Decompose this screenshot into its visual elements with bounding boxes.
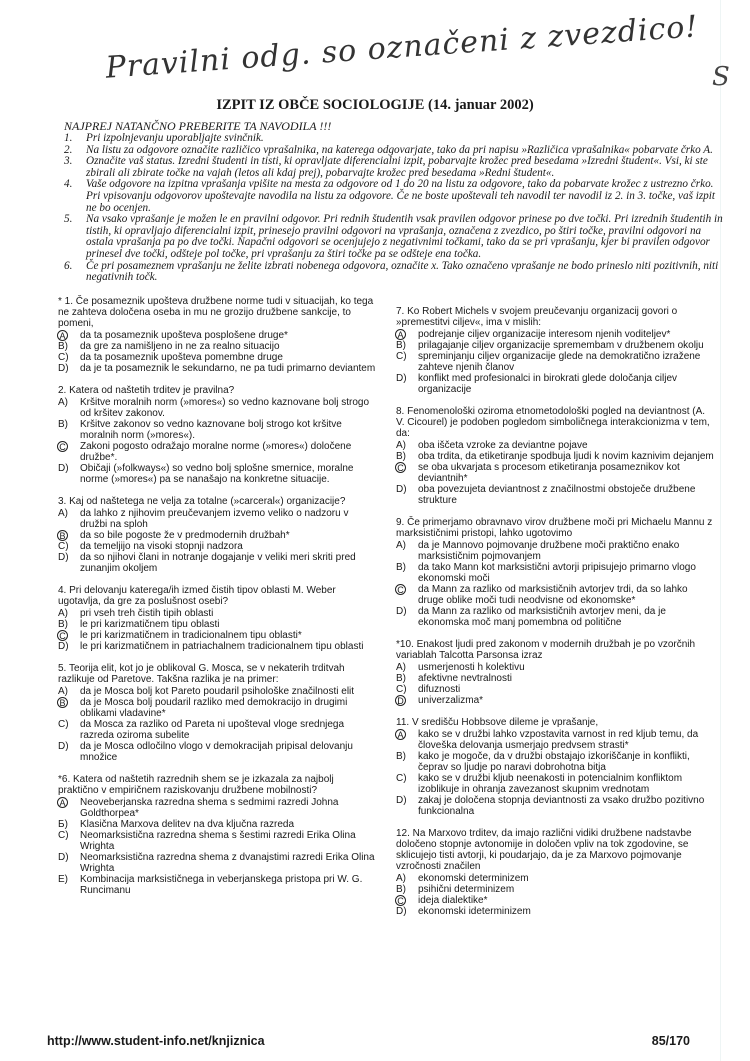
instruction-text: Pri izpolnjevanju uporabljajte svinčnik.: [86, 132, 264, 144]
answer-text: da so njihovi člani in notranje dogajanje v veliki meri skriti pred zunanjim okoljem: [80, 551, 356, 574]
answer-letter: B): [58, 418, 68, 430]
answer-text: oba iščeta vzroke za deviantne pojave: [418, 439, 588, 451]
answer-text: Kršitve moralnih norm (»mores«) so vedno kaznovane bolj strogo od kršitev zakonov.: [80, 396, 370, 419]
answer-letter: B): [396, 561, 406, 573]
answer-text: da je Mosca odločilno vlogo v demokracijah pripisal delovanju množice: [80, 740, 353, 763]
answer-text: da je ta posameznik le sekundarno, ne pa tudi primarno deviantem: [80, 362, 376, 374]
question-stem: *6. Katera od naštetih razrednih shem se je izkazala za najbolj praktično v empiričnem raziskovanju družbene mobilnosti?: [58, 773, 334, 796]
answer-option[interactable]: [58, 397, 376, 419]
answer-option[interactable]: [58, 819, 376, 830]
answer-letter: B): [58, 618, 68, 630]
answer-text: kako se v družbi kljub neenakosti in potencialnim konfliktom izoblikuje in ohranja zavezanost skupnim vrednotam: [418, 772, 683, 795]
instruction-item: [64, 214, 724, 260]
answer-letter: C): [58, 540, 69, 552]
answer-text: usmerjenosti h kolektivu: [418, 661, 525, 673]
answer-text: da je Mosca bolj poudaril razliko med demokracijo in drugimi oblikami vladavine*: [80, 696, 348, 719]
answer-option[interactable]: [58, 619, 376, 630]
question-block: [58, 296, 376, 374]
answer-option[interactable]: [58, 852, 376, 874]
answer-option[interactable]: [396, 340, 714, 351]
answer-text: da Mann za razliko od marksističnih avtorjev trdi, da so lahko druge oblike moči tudi neodvisne od ekonomske*: [418, 583, 688, 606]
answer-letter: C): [58, 829, 69, 841]
circled-answer-letter: B: [57, 530, 68, 541]
page-number: 85/170: [651, 1034, 690, 1048]
answer-letter: D): [396, 605, 407, 617]
question-stem: 8. Fenomenološki oziroma etnometodološki pogled na deviantnost (A. V. Cicourel) je podoben pogledom simboličnega interakcionizma v tem, da:: [396, 405, 710, 439]
answer-option[interactable]: [396, 884, 714, 895]
answer-text: da lahko z njihovim preučevanjem izvemo veliko o nadzoru v družbi na sploh: [80, 507, 349, 530]
answer-text: afektivne nevtralnosti: [418, 672, 512, 684]
answer-text: Neoveberjanska razredna shema s sedmimi razredi Johna Goldthorpea*: [80, 796, 339, 819]
circled-answer-letter: B: [57, 697, 68, 708]
question-stem: 9. Če primerjamo obravnavo virov družbene moči pri Michaelu Mannu z marksističnimi pristopi, lahko ugotovimo: [396, 516, 713, 539]
exam-title: IZPIT IZ OBČE SOCIOLOGIJE (14. januar 2002): [216, 97, 534, 113]
answer-option[interactable]: [58, 352, 376, 363]
answer-letter: D): [396, 372, 407, 384]
answer-option[interactable]: [396, 562, 714, 584]
answer-letter: B): [396, 883, 406, 895]
answer-option[interactable]: [396, 662, 714, 673]
answer-option[interactable]: [396, 895, 714, 906]
answer-option[interactable]: [396, 695, 714, 706]
answer-option[interactable]: [58, 641, 376, 652]
answer-text: da so bile pogoste že v predmodernih družbah*: [80, 529, 290, 541]
answer-letter: A): [58, 685, 68, 697]
answer-text: kako je mogoče, da v družbi obstajajo izkoriščanje in konflikti, čeprav so ljudje po naravi dobrohotna bitja: [418, 750, 690, 773]
answer-text: prilagajanje ciljev organizacije spremembam v družbenem okolju: [418, 339, 704, 351]
instruction-text: Na listu za odgovore označite različico vprašalnika, na katerega odgovarjate, tako da pri napisu »Različica vprašalnika« pobarvate črko A.: [86, 143, 713, 156]
circled-answer-letter: A: [395, 329, 406, 340]
answer-option[interactable]: [58, 419, 376, 441]
answer-letter: A): [396, 661, 406, 673]
answer-text: konflikt med profesionalci in birokrati glede določanja ciljev organizacije: [418, 372, 678, 395]
answer-option[interactable]: [396, 451, 714, 462]
answer-option[interactable]: [58, 330, 376, 341]
question-stem: 4. Pri delovanju katerega/ih izmed čistih tipov oblasti M. Weber ugotavlja, da gre za poslušnost osebi?: [58, 584, 336, 607]
answer-text: zakaj je določena stopnja deviantnosti za vsako družbo pozitivno funkcionalna: [418, 794, 705, 817]
instruction-text: Označite vaš status. Izredni študenti in tisti, ki opravljate diferencialni izpit, pobarvajte krožec pred besedama »Izredni študent«. Vsi, ki ste zbirali ali zbirate točke na vajah (letos ali kdaj prej), pobarvajte krožec pred besedama »Redni študent«.: [86, 155, 708, 179]
answer-option[interactable]: [58, 552, 376, 574]
answer-letter: A): [58, 396, 68, 408]
question-stem: 5. Teorija elit, kot jo je oblikoval G. Mosca, se v nekaterih trditvah razlikuje od Paretove. Takšna razlika je na primer:: [58, 662, 345, 685]
answer-letter: A): [58, 507, 68, 519]
question-stem: 7. Ko Robert Michels v svojem preučevanju organizacij govori o »premestitvi ciljev«, ima v mislih:: [396, 305, 678, 328]
instruction-number: 6.: [64, 259, 73, 272]
answer-letter: D): [58, 462, 69, 474]
answer-option[interactable]: [58, 797, 376, 819]
answer-letter: E): [58, 873, 68, 885]
answer-letter: C): [396, 683, 407, 695]
instruction-text: Na vsako vprašanje je možen le en pravilni odgovor. Pri rednih študentih vsak pravilen odgovor prinese po dve točki. Pri izrednih študentih in tistih, ki opravljajo diferencialni izpit, prinesejo pravilni odgovori na vprašanja, označena z zvezdico, po štiri točke, pravilni odgovori na ostala vprašanja pa po dve točki. Napačni odgovori se ocenjujejo z negativnimi točkami, tako da se pri vprašanju, kjer bi pravilen odgovor prinesel dve točki, odšteje pol točke, pri vprašanju za štiri točke pa se odšteje ena točka.: [86, 213, 723, 260]
circled-answer-letter: A: [57, 330, 68, 341]
answer-option[interactable]: [396, 795, 714, 817]
question-block: [396, 639, 714, 706]
answer-option[interactable]: [58, 697, 376, 719]
answer-text: le pri karizmatičnem tipu oblasti: [80, 618, 220, 630]
answer-text: kako se v družbi lahko vzpostavita varnost in red kljub temu, da človeška delovanja usmerjajo predvsem strasti*: [418, 728, 699, 751]
instructions-heading: NAJPREJ NATANČNO PREBERITE TA NAVODILA !!!: [64, 119, 332, 133]
answer-option[interactable]: [58, 530, 376, 541]
answer-option[interactable]: [396, 684, 714, 695]
circled-answer-letter: A: [395, 729, 406, 740]
answer-option[interactable]: [58, 441, 376, 463]
question-block: [58, 663, 376, 763]
answer-option[interactable]: [396, 373, 714, 395]
answer-letter: C): [58, 718, 69, 730]
circled-answer-letter: C: [395, 584, 406, 595]
footer: [0, 1033, 750, 1049]
questions-area: [58, 296, 750, 928]
answer-text: univerzalizma*: [418, 694, 484, 706]
answer-option[interactable]: [396, 351, 714, 373]
answer-text: ekonomski ideterminizem: [418, 905, 531, 917]
instruction-number: 3.: [64, 155, 73, 168]
question-block: [396, 406, 714, 506]
answer-text: Neomarksistična razredna shema s šestimi razredi Erika Olina Wrighta: [80, 829, 356, 852]
answer-option[interactable]: [58, 363, 376, 374]
instruction-number: 4.: [64, 178, 73, 191]
answer-option[interactable]: [58, 508, 376, 530]
answer-text: le pri karizmatičnem in tradicionalnem tipu oblasti*: [80, 629, 302, 641]
answer-option[interactable]: [396, 440, 714, 451]
answer-text: Zakoni pogosto odražajo moralne norme (»mores«) določene družbe*.: [80, 440, 352, 463]
answer-letter: B): [396, 339, 406, 351]
circled-answer-letter: D: [395, 695, 406, 706]
answer-letter: A): [396, 539, 406, 551]
answer-text: Kršitve zakonov so vedno kaznovane bolj strogo kot kršitve moralnih norm (»mores«).: [80, 418, 342, 441]
answer-option[interactable]: [396, 729, 714, 751]
answer-text: Običaji (»folkways«) so vedno bolj splošne smernice, moralne norme (»mores«) pa se nanašajo na konkretne situacije.: [80, 462, 354, 485]
handwritten-mark: S: [712, 62, 730, 92]
answer-text: da Mann za razliko od marksističnih avtorjev meni, da je ekonomska moč manj pomembna od politične: [418, 605, 666, 628]
question-block: [58, 385, 376, 485]
answer-text: da gre za namišljeno in ne za realno situacijo: [80, 340, 280, 352]
answer-text: le pri karizmatičnem in patriachalnem tradicionalnem tipu oblasti: [80, 640, 364, 652]
answer-letter: B): [396, 672, 406, 684]
question-block: [58, 585, 376, 652]
answer-option[interactable]: [396, 773, 714, 795]
answer-letter: Б): [58, 818, 68, 830]
answer-letter: C): [58, 351, 69, 363]
question-stem: 12. Na Marxovo trditev, da imajo različni vidiki družbene nadstavbe določeno stopnje avtonomije in določen vpliv na tok zgodovine, se sklicujejo tisti avtorji, ki poudarjajo, da je za Marxovo pojmovanje vzročnosti značilen: [396, 827, 692, 872]
answer-text: ideja dialektike*: [418, 894, 488, 906]
question-block: [396, 828, 714, 917]
answer-letter: A): [396, 439, 406, 451]
answer-text: da ta posameznik upošteva posplošene druge*: [80, 329, 288, 341]
instruction-number: 5.: [64, 213, 73, 226]
question-stem: *10. Enakost ljudi pred zakonom v modernih družbah je po vzorčnih variablah Talcotta Parsonsa izraz: [396, 638, 696, 661]
question-block: [396, 306, 714, 395]
circled-answer-letter: C: [395, 895, 406, 906]
answer-text: pri vseh treh čistih tipih oblasti: [80, 607, 214, 619]
circled-answer-letter: A: [57, 797, 68, 808]
circled-answer-letter: C: [57, 630, 68, 641]
answer-option[interactable]: [58, 719, 376, 741]
answer-text: ekonomski determinizem: [418, 872, 529, 884]
answer-text: da tako Mann kot marksistični avtorji pripisujejo primarno vlogo ekonomski moči: [418, 561, 696, 584]
answer-letter: D): [58, 851, 69, 863]
answer-letter: A): [396, 872, 406, 884]
answer-option[interactable]: [396, 484, 714, 506]
answer-text: oba trdita, da etiketiranje spodbuja ljudi k novim kaznivim dejanjem: [418, 450, 714, 462]
answer-text: da Mosca za razliko od Pareta ni upošteval vloge srednjega razreda oziroma subelite: [80, 718, 345, 741]
answer-option[interactable]: [58, 630, 376, 641]
circled-answer-letter: C: [57, 441, 68, 452]
answer-letter: D): [396, 794, 407, 806]
answer-option[interactable]: [396, 606, 714, 628]
instruction-item: [64, 179, 724, 214]
answer-option[interactable]: [396, 329, 714, 340]
answer-text: se oba ukvarjata s procesom etiketiranja posameznikov kot deviantnih*: [418, 461, 680, 484]
answer-text: psihični determinizem: [418, 883, 515, 895]
answer-letter: C): [396, 772, 407, 784]
answer-letter: D): [396, 483, 407, 495]
answer-text: da temeljijo na visoki stopnji nadzora: [80, 540, 243, 552]
answer-option[interactable]: [396, 751, 714, 773]
answer-letter: D): [58, 640, 69, 652]
question-stem: * 1. Če posameznik upošteva družbene norme tudi v situacijah, ko tega ne zahteva določena oseba in mu ne grozijo družbene sankcije, to pomeni,: [58, 295, 374, 329]
question-stem: 3. Kaj od naštetega ne velja za totalne (»carceral«) organizacije?: [58, 495, 346, 507]
answer-option[interactable]: [396, 584, 714, 606]
question-stem: 2. Katera od naštetih trditev je pravilna?: [58, 384, 235, 396]
questions-right-column: [396, 296, 714, 928]
answer-option[interactable]: [58, 830, 376, 852]
question-stem: 11. V središču Hobbsove dileme je vprašanje,: [396, 716, 599, 728]
circled-answer-letter: C: [395, 462, 406, 473]
answer-text: da ta posameznik upošteva pomembne druge: [80, 351, 283, 363]
instruction-number: 1.: [64, 132, 73, 144]
answer-text: Kombinacija marksističnega in veberjanskega pristopa pri W. G. Runcimanu: [80, 873, 363, 896]
handwriting-zone: [0, 0, 750, 92]
answer-option[interactable]: [58, 874, 376, 896]
answer-text: da je Mannovo pojmovanje družbene moči praktično enako marksističnim pojmovanjem: [418, 539, 680, 562]
instruction-item: [64, 261, 724, 284]
answer-text: difuznosti: [418, 683, 461, 695]
footer-url[interactable]: http://www.student-info.net/knjiznica: [47, 1034, 265, 1048]
instructions: [64, 120, 724, 284]
answer-letter: D): [396, 905, 407, 917]
instructions-list: [64, 133, 724, 284]
answer-letter: D): [58, 551, 69, 563]
answer-option[interactable]: [396, 906, 714, 917]
answer-text: Klasična Marxova delitev na dva ključna razreda: [80, 818, 294, 830]
answer-text: podrejanje ciljev organizacije interesom njenih voditeljev*: [418, 328, 671, 340]
answer-option[interactable]: [58, 463, 376, 485]
answer-letter: D): [58, 740, 69, 752]
answer-option[interactable]: [58, 341, 376, 352]
instruction-text: Če pri posameznem vprašanju ne želite izbrati nobenega odgovora, označite x. Tako označeno vprašanje ne bodo prineslo niti pozitivnih, niti negativnih točk.: [86, 259, 719, 284]
answer-option[interactable]: [58, 541, 376, 552]
answer-text: da je Mosca bolj kot Pareto poudaril psihološke značilnosti elit: [80, 685, 355, 697]
answer-text: spreminjanju ciljev organizacije glede na demokratično izražene zahteve njenih članov: [418, 350, 701, 373]
answer-option[interactable]: [58, 608, 376, 619]
instruction-item: [64, 156, 724, 179]
answer-text: oba povezujeta deviantnost z značilnostmi obstoječe družbene strukture: [418, 483, 696, 506]
handwritten-note: Pravilni odg. so označeni z zvezdico!: [104, 9, 700, 86]
answer-option[interactable]: [396, 873, 714, 884]
answer-text: Neomarksistična razredna shema z dvanajstimi razredi Erika Olina Wrighta: [80, 851, 375, 874]
instruction-text: Vaše odgovore na izpitna vprašanja vpišite na mesta za odgovore od 1 do 20 na listu za odgovore, tako da pobarvate krožec z ustrezno črko. Pri vpisovanju odgovorov upoštevajte navodila na listu za odgovore. Če ne boste upoštevali teh navodil ter navodil iz 2. in 3. točke, vaš izpit ne bo ocenjen.: [86, 178, 715, 214]
answer-letter: C): [396, 350, 407, 362]
answer-letter: B): [396, 450, 406, 462]
answer-option[interactable]: [58, 686, 376, 697]
question-block: [58, 774, 376, 896]
question-block: [396, 517, 714, 628]
instruction-number: 2.: [64, 143, 73, 156]
answer-option[interactable]: [396, 462, 714, 484]
answer-letter: B): [396, 750, 406, 762]
answer-letter: B): [58, 340, 68, 352]
answer-option[interactable]: [396, 673, 714, 684]
answer-letter: A): [58, 607, 68, 619]
questions-left-column: [58, 296, 376, 928]
answer-option[interactable]: [58, 741, 376, 763]
question-block: [396, 717, 714, 817]
answer-option[interactable]: [396, 540, 714, 562]
answer-letter: D): [58, 362, 69, 374]
question-block: [58, 496, 376, 574]
